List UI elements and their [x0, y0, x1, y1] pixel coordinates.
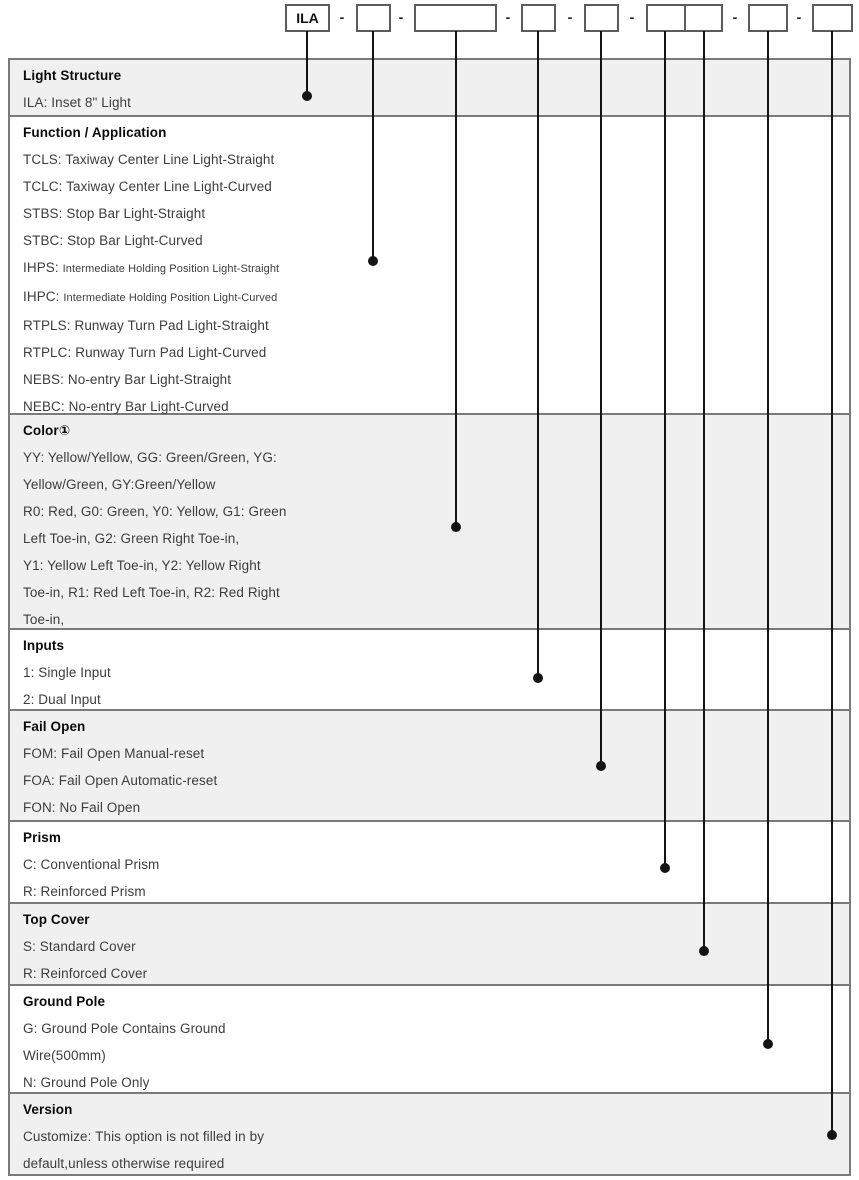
option-line: Yellow/Green, GY:Green/Yellow: [23, 477, 216, 492]
option-line: NEBS: No-entry Bar Light-Straight: [23, 372, 232, 387]
code-box-divider: [684, 6, 686, 30]
option-line: RTPLC: Runway Turn Pad Light-Curved: [23, 345, 267, 360]
option-line: TCLC: Taxiway Center Line Light-Curved: [23, 179, 272, 194]
section-ground-pole: [10, 984, 849, 1092]
option-line: IHPC: Intermediate Holding Position Light-Curved: [23, 289, 278, 304]
option-line: Toe-in, R1: Red Left Toe-in, R2: Red Right: [23, 585, 280, 600]
section-title: Prism: [23, 830, 62, 845]
code-separator: -: [505, 9, 511, 25]
option-line: Toe-in,: [23, 612, 65, 627]
code-separator: -: [567, 9, 573, 25]
section-title: Function / Application: [23, 125, 167, 140]
section-title: Ground Pole: [23, 994, 106, 1009]
option-line: G: Ground Pole Contains Ground: [23, 1021, 226, 1036]
option-line: 2: Dual Input: [23, 692, 101, 707]
section-light-structure: [10, 60, 849, 115]
option-line: IHPS: Intermediate Holding Position Light-Straight: [23, 260, 280, 275]
option-line: 1: Single Input: [23, 665, 111, 680]
option-line: default,unless otherwise required: [23, 1156, 225, 1171]
section-version: [10, 1092, 849, 1174]
option-line: TCLS: Taxiway Center Line Light-Straight: [23, 152, 275, 167]
option-line: FOM: Fail Open Manual-reset: [23, 746, 205, 761]
code-box-fail-open: [584, 4, 619, 32]
section-function-application: [10, 115, 849, 413]
option-line: Wire(500mm): [23, 1048, 106, 1063]
code-box-version: [812, 4, 853, 32]
option-line: S: Standard Cover: [23, 939, 136, 954]
section-prism: [10, 820, 849, 902]
option-line: YY: Yellow/Yellow, GG: Green/Green, YG:: [23, 450, 277, 465]
section-title: Inputs: [23, 638, 65, 653]
code-separator: -: [796, 9, 802, 25]
option-line: NEBC: No-entry Bar Light-Curved: [23, 399, 229, 414]
option-line: C: Conventional Prism: [23, 857, 160, 872]
option-line: ILA: Inset 8" Light: [23, 95, 132, 110]
code-separator: -: [629, 9, 635, 25]
option-line: N: Ground Pole Only: [23, 1075, 150, 1090]
section-title: Light Structure: [23, 68, 122, 83]
section-color: [10, 413, 849, 628]
code-box-function: [356, 4, 391, 32]
option-line: R: Reinforced Cover: [23, 966, 148, 981]
option-line: RTPLS: Runway Turn Pad Light-Straight: [23, 318, 269, 333]
option-line: Left Toe-in, G2: Green Right Toe-in,: [23, 531, 240, 546]
option-line: R: Reinforced Prism: [23, 884, 146, 899]
option-line: STBS: Stop Bar Light-Straight: [23, 206, 206, 221]
option-line: FOA: Fail Open Automatic-reset: [23, 773, 218, 788]
section-title: Color①: [23, 423, 71, 438]
section-title: Fail Open: [23, 719, 86, 734]
option-line: STBC: Stop Bar Light-Curved: [23, 233, 203, 248]
code-box-ground-pole: [748, 4, 788, 32]
section-title: Top Cover: [23, 912, 90, 927]
option-line: Customize: This option is not filled in by: [23, 1129, 265, 1144]
section-title: Version: [23, 1102, 73, 1117]
code-box-light-structure: ILA: [285, 4, 330, 32]
code-separator: -: [339, 9, 345, 25]
section-top-cover: [10, 902, 849, 984]
option-line: R0: Red, G0: Green, Y0: Yellow, G1: Green: [23, 504, 287, 519]
code-separator: -: [732, 9, 738, 25]
section-fail-open: [10, 709, 849, 820]
spec-table: [8, 58, 851, 1176]
option-line: Y1: Yellow Left Toe-in, Y2: Yellow Right: [23, 558, 261, 573]
code-box-prism-topcover: [646, 4, 723, 32]
code-box-color: [414, 4, 497, 32]
option-line: FON: No Fail Open: [23, 800, 141, 815]
section-inputs: [10, 628, 849, 709]
code-separator: -: [398, 9, 404, 25]
code-box-inputs: [521, 4, 556, 32]
